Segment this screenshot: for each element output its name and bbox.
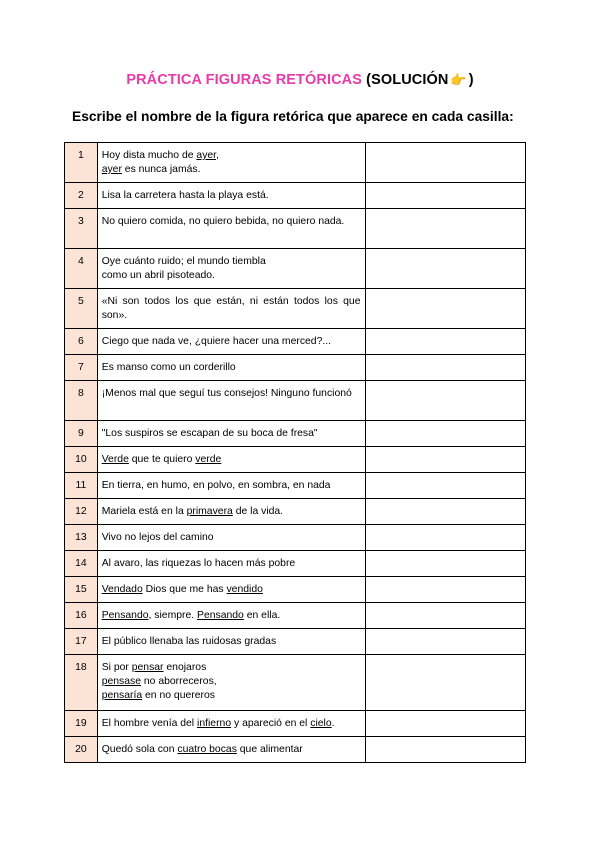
- row-number: 12: [65, 499, 98, 525]
- text-segment: es nunca jamás.: [121, 164, 201, 175]
- answer-cell[interactable]: [365, 737, 526, 763]
- text-line: [102, 743, 361, 757]
- row-text: [97, 143, 365, 183]
- underlined-word: cielo: [310, 718, 332, 729]
- exercise-table-body: [65, 143, 526, 763]
- text-segment: en no quereros: [142, 690, 215, 701]
- text-segment: No quiero comida, no quiero bebida, no quiero nada.: [101, 216, 345, 227]
- text-segment: En tierra, en humo, en polvo, en sombra, en nada: [101, 480, 331, 491]
- row-number: 15: [65, 577, 98, 603]
- text-segment: Vivo no lejos del camino: [101, 532, 214, 543]
- row-number: 14: [65, 551, 98, 577]
- text-line: [102, 255, 361, 269]
- text-line: [102, 215, 361, 229]
- pointing-hand-icon: 👆: [451, 71, 467, 89]
- row-text: [97, 447, 365, 473]
- text-segment: .: [331, 718, 335, 729]
- text-line: [102, 453, 361, 467]
- answer-cell[interactable]: [365, 525, 526, 551]
- row-number: 17: [65, 629, 98, 655]
- answer-cell[interactable]: [365, 289, 526, 329]
- text-line: [102, 427, 361, 441]
- text-line: [102, 661, 361, 675]
- row-text: [97, 329, 365, 355]
- row-text: [97, 499, 365, 525]
- text-segment: Ciego que nada ve, ¿quiere hacer una merced?...: [101, 336, 332, 347]
- answer-cell[interactable]: [365, 381, 526, 421]
- row-text: [97, 183, 365, 209]
- text-line: [102, 479, 361, 493]
- text-segment: ¡Menos mal que seguí tus consejos! Ninguno funcionó: [101, 388, 352, 399]
- table-row: [65, 421, 526, 447]
- text-line: [102, 557, 361, 571]
- text-segment: Quedó sola con: [101, 744, 178, 755]
- answer-cell[interactable]: [365, 499, 526, 525]
- text-segment: como un abril pisoteado.: [101, 270, 215, 281]
- underlined-word: primavera: [186, 506, 233, 517]
- row-text: [97, 421, 365, 447]
- text-segment: Mariela está en la: [101, 506, 187, 517]
- answer-cell[interactable]: [365, 551, 526, 577]
- text-segment: que alimentar: [236, 744, 303, 755]
- table-row: [65, 473, 526, 499]
- table-row: [65, 499, 526, 525]
- table-row: [65, 655, 526, 711]
- underlined-word: cuatro bocas: [177, 744, 237, 755]
- text-segment: Es manso como un corderillo: [101, 362, 236, 373]
- row-text: [97, 711, 365, 737]
- row-number: 8: [65, 381, 98, 421]
- row-number: 7: [65, 355, 98, 381]
- row-text: [97, 355, 365, 381]
- table-row: [65, 289, 526, 329]
- text-segment: , siempre.: [148, 610, 198, 621]
- underlined-word: vendido: [226, 584, 263, 595]
- table-row: [65, 329, 526, 355]
- row-number: 2: [65, 183, 98, 209]
- answer-cell[interactable]: [365, 447, 526, 473]
- underlined-word: infierno: [197, 718, 232, 729]
- table-row: [65, 711, 526, 737]
- text-line: [102, 505, 361, 519]
- table-row: [65, 209, 526, 249]
- table-row: [65, 143, 526, 183]
- table-row: [65, 629, 526, 655]
- title-solution-close: ): [468, 72, 474, 88]
- answer-cell[interactable]: [365, 473, 526, 499]
- text-segment: Si por: [101, 662, 132, 673]
- row-text: [97, 289, 365, 329]
- row-text: [97, 603, 365, 629]
- row-text: [97, 655, 365, 711]
- text-segment: "Los suspiros se escapan de su boca de fresa": [101, 428, 318, 439]
- answer-cell[interactable]: [365, 711, 526, 737]
- answer-cell[interactable]: [365, 655, 526, 711]
- exercise-table: [64, 142, 526, 763]
- underlined-word: pensaría: [101, 690, 143, 701]
- answer-cell[interactable]: [365, 421, 526, 447]
- text-line: [102, 269, 361, 283]
- row-text: [97, 577, 365, 603]
- underlined-word: Pensando: [101, 610, 149, 621]
- row-number: 16: [65, 603, 98, 629]
- table-row: [65, 551, 526, 577]
- text-segment: El hombre venía del: [101, 718, 198, 729]
- text-segment: que te quiero: [128, 454, 196, 465]
- text-segment: ,: [216, 150, 219, 161]
- table-row: [65, 603, 526, 629]
- text-line: [102, 635, 361, 649]
- answer-cell[interactable]: [365, 183, 526, 209]
- answer-cell[interactable]: [365, 143, 526, 183]
- text-line: [102, 609, 361, 623]
- row-text: [97, 629, 365, 655]
- underlined-word: ayer: [196, 150, 217, 161]
- answer-cell[interactable]: [365, 355, 526, 381]
- answer-cell[interactable]: [365, 603, 526, 629]
- text-segment: de la vida.: [232, 506, 284, 517]
- table-row: [65, 525, 526, 551]
- table-row: [65, 249, 526, 289]
- table-row: [65, 355, 526, 381]
- row-text: [97, 551, 365, 577]
- underlined-word: pensase: [101, 676, 141, 687]
- row-text: [97, 473, 365, 499]
- underlined-word: verde: [195, 454, 222, 465]
- text-segment: y apareció en el: [231, 718, 311, 729]
- underlined-word: pensar: [131, 662, 164, 673]
- row-number: 20: [65, 737, 98, 763]
- text-line: [102, 675, 361, 689]
- row-number: 9: [65, 421, 98, 447]
- instructions: Escribe el nombre de la figura retórica que aparece en cada casilla:: [72, 109, 514, 124]
- text-line: [102, 531, 361, 545]
- table-row: [65, 183, 526, 209]
- answer-cell[interactable]: [365, 209, 526, 249]
- text-segment: enojaros: [163, 662, 207, 673]
- title-solution-open: (SOLUCIÓN: [366, 72, 449, 88]
- answer-cell[interactable]: [365, 577, 526, 603]
- text-line: [102, 335, 361, 349]
- answer-cell[interactable]: [365, 629, 526, 655]
- text-segment: Oye cuánto ruido; el mundo tiembla: [101, 256, 266, 267]
- row-number: 3: [65, 209, 98, 249]
- row-number: 18: [65, 655, 98, 711]
- page-title: [0, 72, 600, 88]
- text-segment: Al avaro, las riquezas lo hacen más pobre: [101, 558, 296, 569]
- answer-cell[interactable]: [365, 329, 526, 355]
- text-line: [102, 163, 361, 177]
- table-row: [65, 381, 526, 421]
- text-segment: Lisa la carretera hasta la playa está.: [101, 190, 269, 201]
- text-line: [102, 689, 361, 703]
- row-text: [97, 737, 365, 763]
- row-number: 10: [65, 447, 98, 473]
- underlined-word: Pensando: [197, 610, 244, 621]
- text-segment: «Ni son todos los que están, ni están todos los que son».: [101, 296, 361, 321]
- text-line: [102, 387, 361, 401]
- row-number: 11: [65, 473, 98, 499]
- text-line: [102, 717, 361, 731]
- row-number: 1: [65, 143, 98, 183]
- row-text: [97, 381, 365, 421]
- underlined-word: Vendado: [101, 584, 143, 595]
- row-number: 13: [65, 525, 98, 551]
- table-row: [65, 737, 526, 763]
- text-line: [102, 189, 361, 203]
- title-main: PRÁCTICA FIGURAS RETÓRICAS: [126, 72, 363, 88]
- text-segment: Dios que me has: [142, 584, 227, 595]
- text-segment: El público llenaba las ruidosas gradas: [101, 636, 277, 647]
- table-row: [65, 447, 526, 473]
- table-row: [65, 577, 526, 603]
- row-number: 19: [65, 711, 98, 737]
- text-line: [102, 583, 361, 597]
- row-text: [97, 249, 365, 289]
- text-line: [102, 295, 361, 323]
- row-text: [97, 525, 365, 551]
- row-number: 5: [65, 289, 98, 329]
- row-text: [97, 209, 365, 249]
- underlined-word: Verde: [101, 454, 129, 465]
- answer-cell[interactable]: [365, 249, 526, 289]
- row-number: 6: [65, 329, 98, 355]
- underlined-word: ayer: [101, 164, 122, 175]
- text-segment: no aborreceros,: [141, 676, 217, 687]
- text-line: [102, 149, 361, 163]
- text-segment: en ella.: [243, 610, 281, 621]
- text-segment: Hoy dista mucho de: [101, 150, 197, 161]
- row-number: 4: [65, 249, 98, 289]
- text-line: [102, 361, 361, 375]
